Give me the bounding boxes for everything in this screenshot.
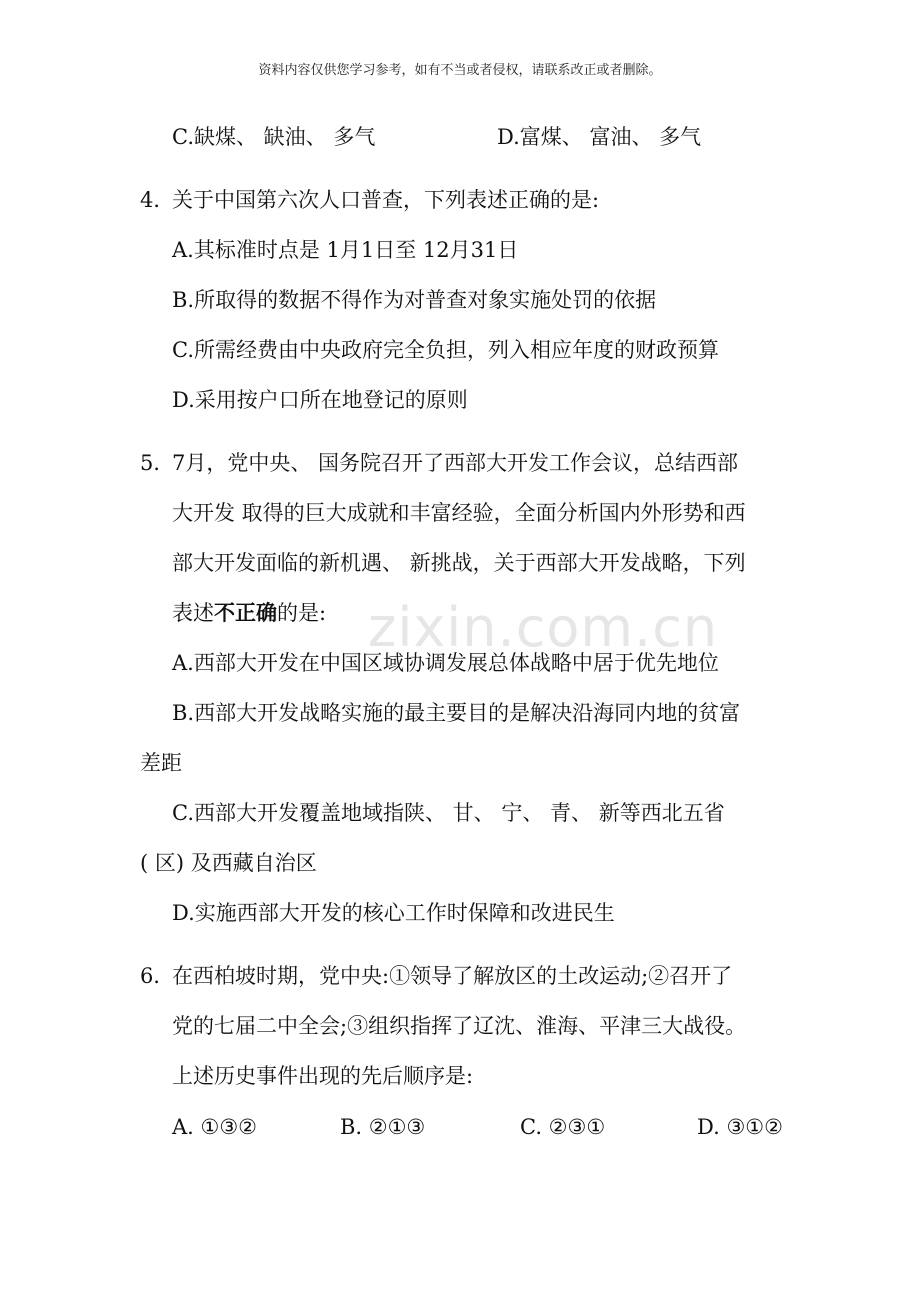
- q6-number: 6．: [140, 964, 175, 988]
- q5-option-c-line-2: ( 区) 及西藏自治区: [140, 851, 317, 875]
- q4-option-d: D.采用按户口所在地登记的原则: [172, 388, 468, 412]
- q4-option-a: A.其标准时点是 1月1日至 12月31日: [172, 238, 519, 262]
- q6-option-b: B. ②①③: [340, 1115, 426, 1139]
- q6-option-d: D. ③①②: [697, 1115, 783, 1139]
- q5-stem-prefix: 表述: [172, 601, 214, 625]
- q6-stem-line-2: 党的七届二中全会;③组织指挥了辽沈、淮海、平津三大战役。: [172, 1014, 747, 1038]
- q4-option-b: B.所取得的数据不得作为对普查对象实施处罚的依据: [172, 288, 657, 312]
- q5-stem-line-2: 大开发 取得的巨大成就和丰富经验，全面分析国内外形势和西: [172, 501, 746, 525]
- q5-stem-line-4: [172, 598, 326, 628]
- q4-option-c: C.所需经费由中央政府完全负担，列入相应年度的财政预算: [172, 338, 719, 362]
- q5-stem-line-3: 部大开发面临的新机遇、 新挑战，关于西部大开发战略，下列: [172, 551, 746, 575]
- q3-option-c: C.缺煤、 缺油、 多气: [172, 125, 376, 149]
- q6-option-a: A. ①③②: [172, 1115, 257, 1139]
- page-header-notice: 资料内容仅供您学习参考，如有不当或者侵权，请联系改正或者删除。: [258, 63, 662, 78]
- q4-stem: 关于中国第六次人口普查，下列表述正确的是:: [172, 188, 600, 212]
- q5-option-d: D.实施西部大开发的核心工作时保障和改进民生: [172, 901, 615, 925]
- watermark: zixin.com.cn: [368, 596, 719, 659]
- q5-stem-suffix: 的是:: [277, 601, 327, 625]
- q5-stem-line-1: 7月，党中央、 国务院召开了西部大开发工作会议，总结西部: [172, 451, 739, 475]
- q3-option-d: D.富煤、 富油、 多气: [497, 125, 702, 149]
- q6-option-c: C. ②③①: [520, 1115, 606, 1139]
- q4-number: 4．: [140, 188, 175, 212]
- q6-stem-line-1: 在西柏坡时期，党中央:①领导了解放区的土改运动;②召开了: [172, 964, 733, 988]
- q5-option-a: A.西部大开发在中国区域协调发展总体战略中居于优先地位: [172, 651, 719, 675]
- q5-emphasis-not-correct: 不正确: [214, 601, 277, 625]
- q5-number: 5．: [140, 451, 175, 475]
- q6-stem-line-3: 上述历史事件出现的先后顺序是:: [172, 1064, 474, 1088]
- q5-option-b-line-1: B.西部大开发战略实施的最主要目的是解决沿海同内地的贫富: [172, 701, 741, 725]
- q5-option-b-line-2: 差距: [140, 751, 182, 775]
- q5-option-c-line-1: C.西部大开发覆盖地域指陕、 甘、 宁、 青、 新等西北五省: [172, 801, 725, 825]
